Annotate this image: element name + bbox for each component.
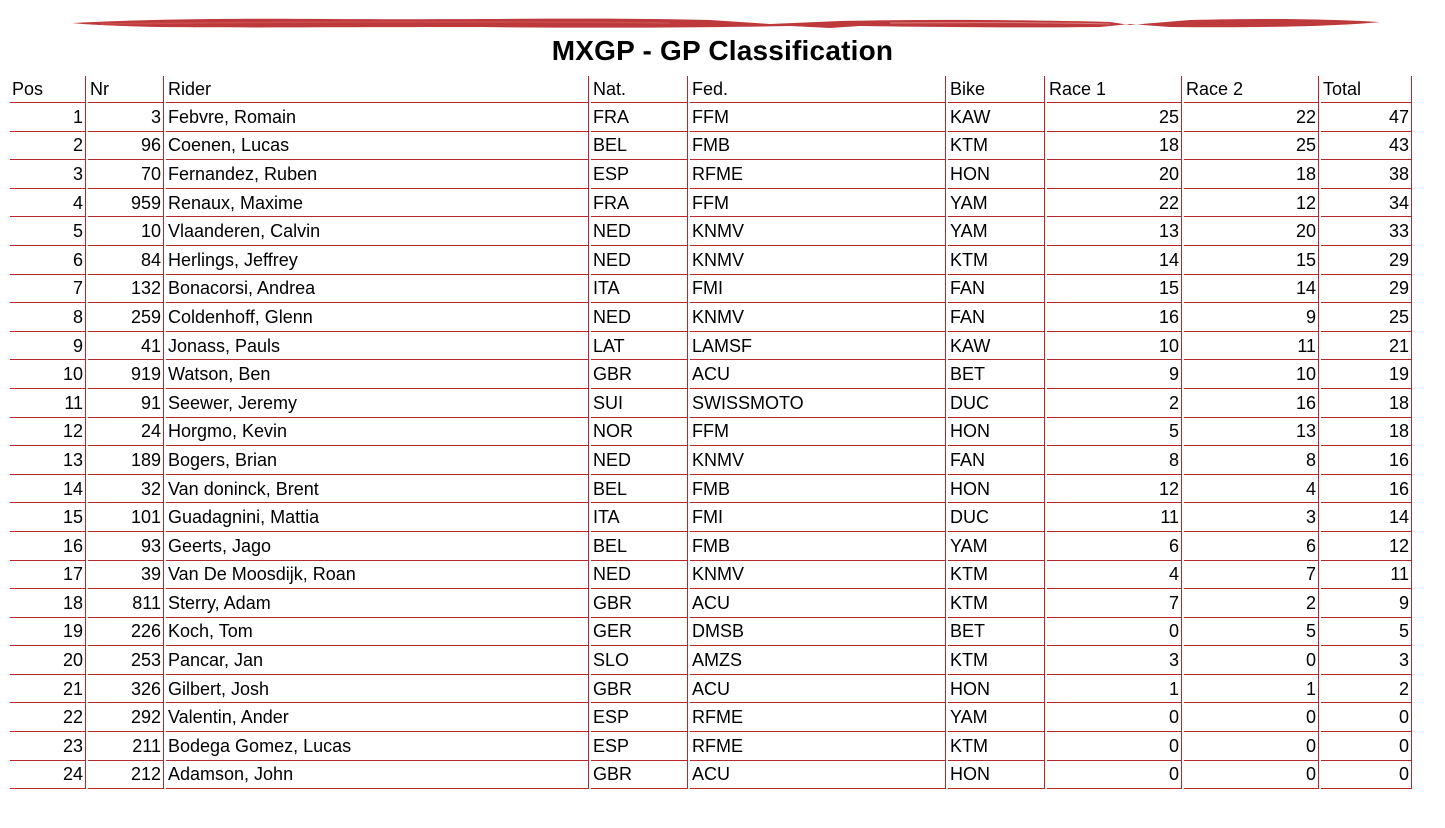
cell-race2: 8 xyxy=(1184,446,1319,475)
cell-total: 34 xyxy=(1321,189,1412,218)
cell-rider: Bonacorsi, Andrea xyxy=(166,275,589,304)
cell-pos: 15 xyxy=(10,503,86,532)
cell-nat: BEL xyxy=(591,475,688,504)
cell-rider: Febvre, Romain xyxy=(166,103,589,132)
cell-pos: 7 xyxy=(10,275,86,304)
cell-total: 33 xyxy=(1321,217,1412,246)
cell-total: 43 xyxy=(1321,132,1412,161)
table-row xyxy=(10,303,1412,332)
cell-race1: 6 xyxy=(1047,532,1182,561)
cell-nr: 91 xyxy=(88,389,164,418)
classification-table xyxy=(8,76,1414,789)
cell-race1: 0 xyxy=(1047,761,1182,790)
cell-bike: HON xyxy=(948,761,1045,790)
header-nat: Nat. xyxy=(591,76,688,103)
cell-bike: HON xyxy=(948,675,1045,704)
cell-pos: 6 xyxy=(10,246,86,275)
header-bike: Bike xyxy=(948,76,1045,103)
cell-nr: 70 xyxy=(88,160,164,189)
cell-bike: HON xyxy=(948,160,1045,189)
cell-rider: Seewer, Jeremy xyxy=(166,389,589,418)
header-race2: Race 2 xyxy=(1184,76,1319,103)
cell-nat: NED xyxy=(591,561,688,590)
cell-nat: SUI xyxy=(591,389,688,418)
cell-nat: ITA xyxy=(591,275,688,304)
table-row xyxy=(10,389,1412,418)
cell-bike: HON xyxy=(948,475,1045,504)
cell-nr: 96 xyxy=(88,132,164,161)
table-row xyxy=(10,703,1412,732)
cell-race1: 16 xyxy=(1047,303,1182,332)
cell-bike: YAM xyxy=(948,532,1045,561)
cell-race2: 20 xyxy=(1184,217,1319,246)
cell-nr: 101 xyxy=(88,503,164,532)
cell-total: 16 xyxy=(1321,446,1412,475)
cell-fed: FMB xyxy=(690,132,946,161)
cell-pos: 12 xyxy=(10,418,86,447)
table-row xyxy=(10,246,1412,275)
cell-pos: 5 xyxy=(10,217,86,246)
cell-bike: KTM xyxy=(948,561,1045,590)
cell-nat: GBR xyxy=(591,761,688,790)
cell-nat: ITA xyxy=(591,503,688,532)
cell-rider: Coldenhoff, Glenn xyxy=(166,303,589,332)
cell-total: 21 xyxy=(1321,332,1412,361)
cell-rider: Guadagnini, Mattia xyxy=(166,503,589,532)
brush-stroke-header-decoration xyxy=(70,14,1382,32)
cell-nr: 253 xyxy=(88,646,164,675)
cell-nr: 24 xyxy=(88,418,164,447)
cell-total: 29 xyxy=(1321,246,1412,275)
cell-pos: 20 xyxy=(10,646,86,675)
header-nr: Nr xyxy=(88,76,164,103)
cell-bike: BET xyxy=(948,360,1045,389)
cell-fed: ACU xyxy=(690,589,946,618)
cell-race2: 0 xyxy=(1184,703,1319,732)
table-row xyxy=(10,732,1412,761)
table-row xyxy=(10,275,1412,304)
cell-pos: 1 xyxy=(10,103,86,132)
cell-total: 18 xyxy=(1321,418,1412,447)
table-header-row xyxy=(10,76,1412,103)
cell-race2: 7 xyxy=(1184,561,1319,590)
cell-total: 16 xyxy=(1321,475,1412,504)
cell-pos: 2 xyxy=(10,132,86,161)
cell-nat: BEL xyxy=(591,132,688,161)
cell-pos: 18 xyxy=(10,589,86,618)
cell-rider: Herlings, Jeffrey xyxy=(166,246,589,275)
cell-total: 0 xyxy=(1321,703,1412,732)
cell-pos: 10 xyxy=(10,360,86,389)
cell-nat: ESP xyxy=(591,732,688,761)
cell-fed: KNMV xyxy=(690,246,946,275)
cell-nr: 41 xyxy=(88,332,164,361)
cell-race1: 14 xyxy=(1047,246,1182,275)
cell-race1: 10 xyxy=(1047,332,1182,361)
cell-bike: FAN xyxy=(948,303,1045,332)
cell-nat: NED xyxy=(591,303,688,332)
cell-nat: SLO xyxy=(591,646,688,675)
cell-rider: Koch, Tom xyxy=(166,618,589,647)
cell-rider: Van doninck, Brent xyxy=(166,475,589,504)
cell-rider: Watson, Ben xyxy=(166,360,589,389)
cell-race2: 16 xyxy=(1184,389,1319,418)
cell-fed: FMI xyxy=(690,503,946,532)
table-row xyxy=(10,418,1412,447)
cell-pos: 21 xyxy=(10,675,86,704)
cell-nat: NED xyxy=(591,446,688,475)
table-row xyxy=(10,446,1412,475)
cell-pos: 23 xyxy=(10,732,86,761)
cell-pos: 14 xyxy=(10,475,86,504)
cell-rider: Sterry, Adam xyxy=(166,589,589,618)
cell-total: 11 xyxy=(1321,561,1412,590)
header-total: Total xyxy=(1321,76,1412,103)
cell-nat: FRA xyxy=(591,189,688,218)
table-row xyxy=(10,675,1412,704)
header-pos: Pos xyxy=(10,76,86,103)
cell-nr: 259 xyxy=(88,303,164,332)
cell-fed: KNMV xyxy=(690,446,946,475)
cell-fed: LAMSF xyxy=(690,332,946,361)
cell-race2: 25 xyxy=(1184,132,1319,161)
cell-pos: 16 xyxy=(10,532,86,561)
table-row xyxy=(10,103,1412,132)
cell-fed: FMI xyxy=(690,275,946,304)
cell-total: 9 xyxy=(1321,589,1412,618)
cell-bike: DUC xyxy=(948,503,1045,532)
cell-nr: 93 xyxy=(88,532,164,561)
cell-fed: SWISSMOTO xyxy=(690,389,946,418)
cell-rider: Valentin, Ander xyxy=(166,703,589,732)
cell-bike: YAM xyxy=(948,703,1045,732)
cell-rider: Pancar, Jan xyxy=(166,646,589,675)
cell-nat: GBR xyxy=(591,589,688,618)
cell-race1: 1 xyxy=(1047,675,1182,704)
cell-rider: Renaux, Maxime xyxy=(166,189,589,218)
cell-race2: 11 xyxy=(1184,332,1319,361)
cell-nr: 811 xyxy=(88,589,164,618)
cell-total: 19 xyxy=(1321,360,1412,389)
cell-race1: 7 xyxy=(1047,589,1182,618)
table-row xyxy=(10,189,1412,218)
cell-fed: RFME xyxy=(690,703,946,732)
cell-nr: 959 xyxy=(88,189,164,218)
cell-pos: 13 xyxy=(10,446,86,475)
cell-bike: KTM xyxy=(948,132,1045,161)
page-title: MXGP - GP Classification xyxy=(551,35,894,66)
cell-pos: 8 xyxy=(10,303,86,332)
cell-fed: ACU xyxy=(690,675,946,704)
cell-race2: 22 xyxy=(1184,103,1319,132)
cell-total: 38 xyxy=(1321,160,1412,189)
cell-pos: 4 xyxy=(10,189,86,218)
cell-bike: KAW xyxy=(948,103,1045,132)
table-row xyxy=(10,503,1412,532)
cell-nat: GER xyxy=(591,618,688,647)
cell-total: 25 xyxy=(1321,303,1412,332)
cell-race1: 18 xyxy=(1047,132,1182,161)
cell-nat: NOR xyxy=(591,418,688,447)
cell-rider: Vlaanderen, Calvin xyxy=(166,217,589,246)
cell-fed: AMZS xyxy=(690,646,946,675)
cell-total: 18 xyxy=(1321,389,1412,418)
cell-pos: 24 xyxy=(10,761,86,790)
cell-bike: KTM xyxy=(948,589,1045,618)
cell-race1: 5 xyxy=(1047,418,1182,447)
cell-pos: 19 xyxy=(10,618,86,647)
cell-total: 14 xyxy=(1321,503,1412,532)
cell-rider: Bogers, Brian xyxy=(166,446,589,475)
cell-race2: 3 xyxy=(1184,503,1319,532)
cell-bike: KAW xyxy=(948,332,1045,361)
cell-race2: 2 xyxy=(1184,589,1319,618)
table-row xyxy=(10,475,1412,504)
cell-nat: FRA xyxy=(591,103,688,132)
cell-race2: 12 xyxy=(1184,189,1319,218)
cell-race2: 5 xyxy=(1184,618,1319,647)
cell-nr: 211 xyxy=(88,732,164,761)
header-race1: Race 1 xyxy=(1047,76,1182,103)
cell-total: 3 xyxy=(1321,646,1412,675)
table-row xyxy=(10,532,1412,561)
cell-total: 12 xyxy=(1321,532,1412,561)
table-body xyxy=(10,103,1412,789)
cell-race1: 0 xyxy=(1047,618,1182,647)
table-row xyxy=(10,589,1412,618)
cell-nr: 3 xyxy=(88,103,164,132)
cell-fed: RFME xyxy=(690,732,946,761)
cell-fed: ACU xyxy=(690,360,946,389)
cell-nat: LAT xyxy=(591,332,688,361)
header-rider: Rider xyxy=(166,76,589,103)
cell-nat: NED xyxy=(591,246,688,275)
cell-rider: Geerts, Jago xyxy=(166,532,589,561)
cell-race1: 4 xyxy=(1047,561,1182,590)
cell-race2: 9 xyxy=(1184,303,1319,332)
cell-fed: FFM xyxy=(690,418,946,447)
cell-nr: 326 xyxy=(88,675,164,704)
cell-nat: GBR xyxy=(591,675,688,704)
table-row xyxy=(10,132,1412,161)
cell-nat: BEL xyxy=(591,532,688,561)
cell-race2: 0 xyxy=(1184,732,1319,761)
cell-pos: 3 xyxy=(10,160,86,189)
cell-race2: 6 xyxy=(1184,532,1319,561)
cell-fed: KNMV xyxy=(690,303,946,332)
cell-fed: RFME xyxy=(690,160,946,189)
cell-rider: Gilbert, Josh xyxy=(166,675,589,704)
cell-race1: 3 xyxy=(1047,646,1182,675)
cell-nat: GBR xyxy=(591,360,688,389)
cell-rider: Adamson, John xyxy=(166,761,589,790)
table-row xyxy=(10,160,1412,189)
cell-rider: Coenen, Lucas xyxy=(166,132,589,161)
cell-fed: ACU xyxy=(690,761,946,790)
cell-race1: 15 xyxy=(1047,275,1182,304)
cell-rider: Bodega Gomez, Lucas xyxy=(166,732,589,761)
cell-nr: 919 xyxy=(88,360,164,389)
cell-fed: DMSB xyxy=(690,618,946,647)
cell-rider: Horgmo, Kevin xyxy=(166,418,589,447)
cell-rider: Jonass, Pauls xyxy=(166,332,589,361)
table-row xyxy=(10,618,1412,647)
cell-nat: ESP xyxy=(591,160,688,189)
cell-race2: 0 xyxy=(1184,646,1319,675)
cell-total: 29 xyxy=(1321,275,1412,304)
cell-fed: FFM xyxy=(690,189,946,218)
cell-nr: 32 xyxy=(88,475,164,504)
cell-fed: KNMV xyxy=(690,561,946,590)
cell-total: 0 xyxy=(1321,732,1412,761)
cell-nr: 226 xyxy=(88,618,164,647)
cell-nat: NED xyxy=(591,217,688,246)
cell-race1: 2 xyxy=(1047,389,1182,418)
table-row xyxy=(10,360,1412,389)
cell-race1: 8 xyxy=(1047,446,1182,475)
cell-race2: 0 xyxy=(1184,761,1319,790)
cell-race1: 22 xyxy=(1047,189,1182,218)
cell-bike: FAN xyxy=(948,275,1045,304)
cell-race2: 18 xyxy=(1184,160,1319,189)
cell-bike: KTM xyxy=(948,732,1045,761)
cell-pos: 17 xyxy=(10,561,86,590)
cell-race2: 10 xyxy=(1184,360,1319,389)
cell-rider: Fernandez, Ruben xyxy=(166,160,589,189)
cell-race2: 4 xyxy=(1184,475,1319,504)
cell-bike: KTM xyxy=(948,246,1045,275)
cell-race1: 25 xyxy=(1047,103,1182,132)
cell-total: 5 xyxy=(1321,618,1412,647)
cell-bike: YAM xyxy=(948,189,1045,218)
cell-nr: 39 xyxy=(88,561,164,590)
cell-nr: 84 xyxy=(88,246,164,275)
cell-total: 2 xyxy=(1321,675,1412,704)
table-row xyxy=(10,561,1412,590)
table-row xyxy=(10,646,1412,675)
cell-fed: FFM xyxy=(690,103,946,132)
cell-bike: BET xyxy=(948,618,1045,647)
cell-nr: 189 xyxy=(88,446,164,475)
cell-bike: FAN xyxy=(948,446,1045,475)
table-row xyxy=(10,217,1412,246)
cell-race2: 13 xyxy=(1184,418,1319,447)
cell-race1: 0 xyxy=(1047,703,1182,732)
cell-pos: 9 xyxy=(10,332,86,361)
cell-nr: 212 xyxy=(88,761,164,790)
cell-pos: 11 xyxy=(10,389,86,418)
cell-bike: DUC xyxy=(948,389,1045,418)
cell-race1: 20 xyxy=(1047,160,1182,189)
cell-bike: KTM xyxy=(948,646,1045,675)
cell-nr: 10 xyxy=(88,217,164,246)
cell-bike: HON xyxy=(948,418,1045,447)
cell-total: 47 xyxy=(1321,103,1412,132)
table-row xyxy=(10,761,1412,790)
cell-nr: 292 xyxy=(88,703,164,732)
cell-pos: 22 xyxy=(10,703,86,732)
cell-race1: 12 xyxy=(1047,475,1182,504)
cell-race1: 9 xyxy=(1047,360,1182,389)
cell-race2: 15 xyxy=(1184,246,1319,275)
cell-race2: 14 xyxy=(1184,275,1319,304)
cell-race2: 1 xyxy=(1184,675,1319,704)
cell-total: 0 xyxy=(1321,761,1412,790)
cell-nr: 132 xyxy=(88,275,164,304)
cell-fed: FMB xyxy=(690,532,946,561)
table-row xyxy=(10,332,1412,361)
cell-nat: ESP xyxy=(591,703,688,732)
cell-bike: YAM xyxy=(948,217,1045,246)
cell-race1: 13 xyxy=(1047,217,1182,246)
cell-race1: 0 xyxy=(1047,732,1182,761)
cell-fed: FMB xyxy=(690,475,946,504)
cell-fed: KNMV xyxy=(690,217,946,246)
cell-race1: 11 xyxy=(1047,503,1182,532)
header-fed: Fed. xyxy=(690,76,946,103)
cell-rider: Van De Moosdijk, Roan xyxy=(166,561,589,590)
